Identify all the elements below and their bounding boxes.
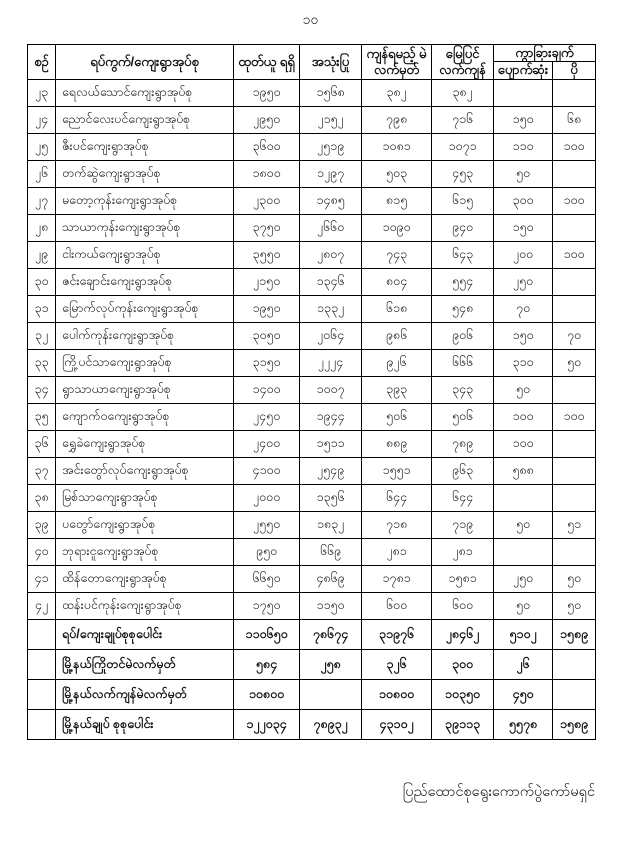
used-cell: ၆၆၉: [300, 538, 362, 565]
village-name-cell: ထန်းပင်ကုန်းကျေးရွာအုပ်စု: [56, 592, 234, 619]
village-name-cell: မြစ်သာကျေးရွာအုပ်စု: [56, 484, 234, 511]
issued-cell: ၆၆၅၀: [234, 565, 300, 592]
issued-cell: ၁၀၈၀၀: [234, 679, 300, 709]
header-used: အသုံးပြု: [300, 45, 362, 80]
field-balance-cell: ၃၈၂: [432, 79, 494, 106]
serial-cell: [28, 619, 56, 649]
extra-cell: ၁၀၀: [553, 187, 596, 214]
extra-cell: ၅၀: [553, 565, 596, 592]
used-cell: ၁၅၆၈: [300, 79, 362, 106]
lost-cell: ၃၁၀: [494, 349, 553, 376]
extra-cell: [553, 649, 596, 679]
used-cell: ၇၈၆၇၄: [300, 619, 362, 649]
remaining-cell: ၇၁၈: [362, 511, 432, 538]
extra-cell: [553, 679, 596, 709]
serial-cell: ၃၆: [28, 430, 56, 457]
remaining-cell: ၁၇၈၁: [362, 565, 432, 592]
total-row: [28, 709, 596, 739]
table-row: [28, 511, 596, 538]
issued-cell: ၂၄၀၀: [234, 430, 300, 457]
table-row: [28, 322, 596, 349]
used-cell: ၁၃၄၆: [300, 268, 362, 295]
commission-signature: ပြည်ထောင်စုရွေးကောက်ပွဲကော်မရှင်: [402, 784, 595, 800]
lost-cell: ၅၀: [494, 511, 553, 538]
issued-cell: ၃၀၅၀: [234, 322, 300, 349]
lost-cell: ၂၆: [494, 649, 553, 679]
total-label-cell: မြို့နယ်လက်ကျန်မဲလက်မှတ်: [56, 679, 234, 709]
used-cell: ၇၈၉၃၂: [300, 709, 362, 739]
issued-cell: ၃၁၅၀: [234, 349, 300, 376]
total-row: [28, 619, 596, 649]
remaining-cell: ၁၀၉၀: [362, 214, 432, 241]
issued-cell: ၁၉၅၀: [234, 295, 300, 322]
field-balance-cell: ၉၀၆: [432, 322, 494, 349]
remaining-cell: ၂၈၁: [362, 538, 432, 565]
village-name-cell: ဇင်းချောင်းကျေးရွာအုပ်စု: [56, 268, 234, 295]
ballot-summary-table: [27, 44, 596, 740]
lost-cell: [494, 484, 553, 511]
lost-cell: ၁၅၀: [494, 322, 553, 349]
table-row: [28, 160, 596, 187]
remaining-cell: ၃၁၉၇၆: [362, 619, 432, 649]
field-balance-cell: ၅၅၄: [432, 268, 494, 295]
field-balance-cell: ၁၀၃၅၀: [432, 679, 494, 709]
lost-cell: ၂၅၀: [494, 268, 553, 295]
used-cell: ၂၀၆၄: [300, 322, 362, 349]
used-cell: ၂၅၄၉: [300, 457, 362, 484]
extra-cell: ၁၀၀: [553, 133, 596, 160]
used-cell: ၁၅၁၁: [300, 430, 362, 457]
used-cell: ၂၈၀၇: [300, 241, 362, 268]
issued-cell: ၃၅၅၀: [234, 241, 300, 268]
village-name-cell: ရေလယ်သောင်ကျေးရွာအုပ်စု: [56, 79, 234, 106]
village-name-cell: မြောက်လုပ်ကုန်းကျေးရွာအုပ်စု: [56, 295, 234, 322]
table-row: [28, 241, 596, 268]
header-field-balance: မြေပြင် လက်ကျန်: [432, 45, 494, 80]
serial-cell: ၃၉: [28, 511, 56, 538]
village-name-cell: ထိန်တောကျေးရွာအုပ်စု: [56, 565, 234, 592]
lost-cell: ၁၅၀: [494, 214, 553, 241]
lost-cell: ၄၅၀: [494, 679, 553, 709]
extra-cell: ၅၀: [553, 592, 596, 619]
used-cell: ၁၀၀၇: [300, 376, 362, 403]
table-header: [28, 45, 596, 80]
village-name-cell: ပေါက်ကုန်းကျေးရွာအုပ်စု: [56, 322, 234, 349]
table-row: [28, 79, 596, 106]
lost-cell: ၅၀: [494, 592, 553, 619]
remaining-cell: ၄၃၁၀၂: [362, 709, 432, 739]
remaining-cell: ၆၀၀: [362, 592, 432, 619]
remaining-cell: ၇၄၃: [362, 241, 432, 268]
table-row: [28, 349, 596, 376]
table-row: [28, 268, 596, 295]
total-row: [28, 679, 596, 709]
field-balance-cell: ၂၈၁: [432, 538, 494, 565]
serial-cell: [28, 649, 56, 679]
used-cell: ၂၆၆၀: [300, 214, 362, 241]
extra-cell: ၁၅၈၉: [553, 619, 596, 649]
field-balance-cell: ၃၉၁၁၃: [432, 709, 494, 739]
remaining-cell: ၅၀၆: [362, 403, 432, 430]
header-extra: ပို: [553, 62, 596, 79]
remaining-cell: ၉၈၆: [362, 322, 432, 349]
lost-cell: ၅၁၀၂: [494, 619, 553, 649]
serial-cell: ၄၁: [28, 565, 56, 592]
extra-cell: [553, 484, 596, 511]
used-cell: ၁၃၃၂: [300, 295, 362, 322]
issued-cell: ၁၄၀၀: [234, 376, 300, 403]
field-balance-cell: ၅၀၆: [432, 403, 494, 430]
remaining-cell: ၁၀၈၁: [362, 133, 432, 160]
lost-cell: ၁၀၀: [494, 430, 553, 457]
table-row: [28, 430, 596, 457]
field-balance-cell: ၇၁၆: [432, 106, 494, 133]
used-cell: ၁၈၃၂: [300, 511, 362, 538]
used-cell: ၁၃၅၆: [300, 484, 362, 511]
extra-cell: ၁၀၀: [553, 403, 596, 430]
total-label-cell: မြို့နယ်ကြိုတင်မဲလက်မှတ်: [56, 649, 234, 679]
remaining-cell: ၅၀၃: [362, 160, 432, 187]
village-name-cell: အင်းတွော်လုပ်ကျေးရွာအုပ်စု: [56, 457, 234, 484]
table-row: [28, 187, 596, 214]
table-row: [28, 484, 596, 511]
serial-cell: [28, 679, 56, 709]
issued-cell: ၂၁၅၀: [234, 268, 300, 295]
field-balance-cell: ၁၀၇၁: [432, 133, 494, 160]
field-balance-cell: ၆၁၅: [432, 187, 494, 214]
extra-cell: ၇၀: [553, 322, 596, 349]
header-ward-village: ရပ်ကွက်/ကျေးရွာအုပ်စု: [56, 45, 234, 80]
issued-cell: ၂၀၀၀: [234, 484, 300, 511]
lost-cell: ၁၅၀: [494, 106, 553, 133]
table-row: [28, 133, 596, 160]
lost-cell: ၂၀၀: [494, 241, 553, 268]
extra-cell: ၅၁: [553, 511, 596, 538]
extra-cell: [553, 457, 596, 484]
village-name-cell: သာယာကုန်းကျေးရွာအုပ်စု: [56, 214, 234, 241]
lost-cell: ၅၀: [494, 376, 553, 403]
remaining-cell: ၃၂၆: [362, 649, 432, 679]
table-row: [28, 565, 596, 592]
issued-cell: ၂၄၅၀: [234, 403, 300, 430]
remaining-cell: ၆၄၄: [362, 484, 432, 511]
field-balance-cell: ၇၁၉: [432, 511, 494, 538]
used-cell: ၂၂၂၄: [300, 349, 362, 376]
serial-cell: ၃၄: [28, 376, 56, 403]
remaining-cell: ၉၂၆: [362, 349, 432, 376]
issued-cell: ၂၉၅၀: [234, 106, 300, 133]
village-name-cell: ငါးကယ်ကျေးရွာအုပ်စု: [56, 241, 234, 268]
lost-cell: ၅၀: [494, 160, 553, 187]
extra-cell: [553, 376, 596, 403]
village-name-cell: မတော့ကုန်းကျေးရွာအုပ်စု: [56, 187, 234, 214]
issued-cell: ၁၇၅၀: [234, 592, 300, 619]
serial-cell: ၂၈: [28, 214, 56, 241]
header-lost: ပျောက်ဆုံး: [494, 62, 553, 79]
lost-cell: ၁၀၀: [494, 403, 553, 430]
issued-cell: ၃၆၀၀: [234, 133, 300, 160]
header-issued: ထုတ်ယူ ရရှိ: [234, 45, 300, 80]
issued-cell: ၁၈၀၀: [234, 160, 300, 187]
lost-cell: [494, 79, 553, 106]
page-number: ၁၀: [302, 11, 319, 27]
used-cell: ၂၅၁၉: [300, 133, 362, 160]
serial-cell: ၂၅: [28, 133, 56, 160]
table-row: [28, 403, 596, 430]
used-cell: ၁၄၈၅: [300, 187, 362, 214]
field-balance-cell: ၃၀၀: [432, 649, 494, 679]
remaining-cell: ၆၁၈: [362, 295, 432, 322]
extra-cell: [553, 430, 596, 457]
lost-cell: ၃၀၀: [494, 187, 553, 214]
village-name-cell: တက်ဆွဲကျေးရွာအုပ်စု: [56, 160, 234, 187]
total-label-cell: ရပ်/ကျေးချုပ်စုစုပေါင်း: [56, 619, 234, 649]
issued-cell: ၁၂၂၀၃၄: [234, 709, 300, 739]
extra-cell: [553, 79, 596, 106]
extra-cell: ၁၅၈၉: [553, 709, 596, 739]
village-name-cell: ကြို့ပင်သာကျေးရွာအုပ်စု: [56, 349, 234, 376]
serial-cell: ၃၃: [28, 349, 56, 376]
field-balance-cell: ၄၅၃: [432, 160, 494, 187]
extra-cell: [553, 268, 596, 295]
table-body: [28, 79, 596, 739]
issued-cell: ၁၉၅၀: [234, 79, 300, 106]
header-difference: ကွာခြားချက်: [494, 45, 596, 62]
remaining-cell: ၇၉၈: [362, 106, 432, 133]
extra-cell: [553, 160, 596, 187]
extra-cell: ၅၀: [553, 349, 596, 376]
total-label-cell: မြို့နယ်ချုပ် စုစုပေါင်း: [56, 709, 234, 739]
lost-cell: ၅၅၇၈: [494, 709, 553, 739]
lost-cell: ၁၁၀: [494, 133, 553, 160]
field-balance-cell: ၉၄၀: [432, 214, 494, 241]
village-name-cell: ရွာသာယာကျေးရွာအုပ်စု: [56, 376, 234, 403]
lost-cell: ၂၅၀: [494, 565, 553, 592]
issued-cell: ၂၅၅၀: [234, 511, 300, 538]
remaining-cell: ၈၀၄: [362, 268, 432, 295]
serial-cell: ၃၅: [28, 403, 56, 430]
issued-cell: ၂၃၀၀: [234, 187, 300, 214]
field-balance-cell: ၂၈၄၆၂: [432, 619, 494, 649]
used-cell: [300, 679, 362, 709]
serial-cell: ၃၇: [28, 457, 56, 484]
serial-cell: ၄၀: [28, 538, 56, 565]
header-serial: စဉ်: [28, 45, 56, 80]
village-name-cell: ပတွော်ကျေးရွာအုပ်စု: [56, 511, 234, 538]
field-balance-cell: ၆၄၄: [432, 484, 494, 511]
remaining-cell: ၁၀၈၀၀: [362, 679, 432, 709]
issued-cell: ၃၇၅၀: [234, 214, 300, 241]
serial-cell: [28, 709, 56, 739]
serial-cell: ၄၂: [28, 592, 56, 619]
used-cell: ၂၅၈: [300, 649, 362, 679]
field-balance-cell: ၉၆၃: [432, 457, 494, 484]
used-cell: ၄၈၆၉: [300, 565, 362, 592]
village-name-cell: ဘုရားငူကျေးရွာအုပ်စု: [56, 538, 234, 565]
serial-cell: ၃၈: [28, 484, 56, 511]
village-name-cell: ကျောက်ဝကျေးရွာအုပ်စု: [56, 403, 234, 430]
village-name-cell: ဇီးပင်ကျေးရွာအုပ်စု: [56, 133, 234, 160]
serial-cell: ၂၄: [28, 106, 56, 133]
field-balance-cell: ၆၀၀: [432, 592, 494, 619]
lost-cell: ၇၀: [494, 295, 553, 322]
serial-cell: ၃၁: [28, 295, 56, 322]
field-balance-cell: ၆၄၃: [432, 241, 494, 268]
serial-cell: ၂၇: [28, 187, 56, 214]
extra-cell: [553, 538, 596, 565]
issued-cell: ၄၁၀၀: [234, 457, 300, 484]
village-name-cell: ညောင်လေးပင်ကျေးရွာအုပ်စု: [56, 106, 234, 133]
serial-cell: ၃၂: [28, 322, 56, 349]
serial-cell: ၂၆: [28, 160, 56, 187]
remaining-cell: ၁၅၅၁: [362, 457, 432, 484]
remaining-cell: ၈၁၅: [362, 187, 432, 214]
table-row: [28, 457, 596, 484]
table-row: [28, 214, 596, 241]
used-cell: ၁၉၄၄: [300, 403, 362, 430]
table-row: [28, 106, 596, 133]
table-row: [28, 592, 596, 619]
field-balance-cell: ၇၈၉: [432, 430, 494, 457]
issued-cell: ၉၅၀: [234, 538, 300, 565]
serial-cell: ၂၃: [28, 79, 56, 106]
village-name-cell: ရွှေခဲကျေးရွာအုပ်စု: [56, 430, 234, 457]
lost-cell: [494, 538, 553, 565]
serial-cell: ၃၀: [28, 268, 56, 295]
extra-cell: [553, 295, 596, 322]
table-row: [28, 376, 596, 403]
extra-cell: ၁၀၀: [553, 241, 596, 268]
used-cell: ၁၁၅၀: [300, 592, 362, 619]
header-remaining-ballots: ကျန်ရမည့် မဲလက်မှတ်: [362, 45, 432, 80]
issued-cell: ၁၁၀၆၅၀: [234, 619, 300, 649]
serial-cell: ၂၉: [28, 241, 56, 268]
remaining-cell: ၈၈၉: [362, 430, 432, 457]
extra-cell: ၆၈: [553, 106, 596, 133]
field-balance-cell: ၁၅၈၁: [432, 565, 494, 592]
table-row: [28, 538, 596, 565]
lost-cell: ၅၈၈: [494, 457, 553, 484]
used-cell: ၁၂၉၇: [300, 160, 362, 187]
used-cell: ၂၁၅၂: [300, 106, 362, 133]
remaining-cell: ၃၈၂: [362, 79, 432, 106]
extra-cell: [553, 214, 596, 241]
total-row: [28, 649, 596, 679]
field-balance-cell: ၅၄၈: [432, 295, 494, 322]
table-row: [28, 295, 596, 322]
field-balance-cell: ၃၄၃: [432, 376, 494, 403]
issued-cell: ၅၈၄: [234, 649, 300, 679]
field-balance-cell: ၆၆၆: [432, 349, 494, 376]
remaining-cell: ၃၉၃: [362, 376, 432, 403]
